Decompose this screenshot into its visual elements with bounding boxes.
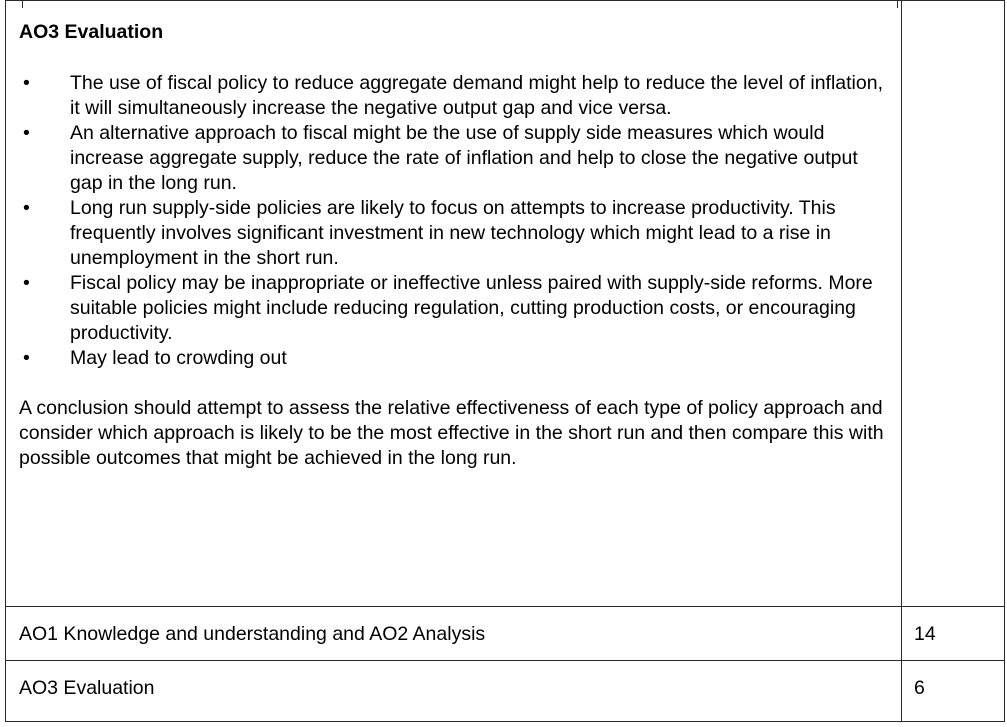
- evaluation-point: [19, 346, 889, 371]
- bullet-icon: •: [23, 347, 30, 369]
- evaluation-point-text: Fiscal policy may be inappropriate or ineffective unless paired with supply-side reforms. More suitable policies might include reducing regulation, cutting production costs, or encouraging productivity.: [70, 272, 873, 344]
- marks-row: [6, 607, 1005, 661]
- evaluation-point: [19, 196, 889, 271]
- evaluation-point: [19, 71, 889, 121]
- bullet-icon: •: [23, 272, 30, 294]
- marks-value-cell: [902, 607, 1005, 661]
- marks-value: 14: [914, 623, 936, 645]
- evaluation-point-text: An alternative approach to fiscal might be the use of supply side measures which would increase aggregate supply, reduce the rate of inflation and help to close the negative output gap in the long run.: [70, 122, 858, 194]
- bullet-icon: •: [23, 197, 30, 219]
- marks-label: AO1 Knowledge and understanding and AO2 Analysis: [19, 623, 486, 645]
- evaluation-row: [6, 1, 1005, 607]
- evaluation-cell: [6, 1, 902, 607]
- evaluation-point-text: May lead to crowding out: [70, 347, 287, 369]
- evaluation-point-text: The use of fiscal policy to reduce aggregate demand might help to reduce the level of inflation, it will simultaneously increase the negative output gap and vice versa.: [70, 72, 883, 119]
- marks-label-cell: [6, 607, 902, 661]
- empty-mark-cell: [902, 1, 1005, 607]
- evaluation-point: [19, 271, 889, 346]
- conclusion-paragraph: A conclusion should attempt to assess the relative effectiveness of each type of policy approach and consider which approach is likely to be the most effective in the short run and then compare this with possible outcomes that might be achieved in the long run.: [19, 397, 884, 469]
- marks-label: AO3 Evaluation: [19, 677, 155, 699]
- evaluation-point: [19, 121, 889, 196]
- evaluation-points: [19, 71, 889, 371]
- bullet-icon: •: [23, 122, 30, 144]
- bullet-icon: •: [23, 72, 30, 94]
- marks-value: 6: [914, 677, 925, 699]
- marks-row: [6, 661, 1005, 722]
- section-heading: AO3 Evaluation: [19, 21, 164, 43]
- marks-label-cell: [6, 661, 902, 722]
- evaluation-point-text: Long run supply-side policies are likely to focus on attempts to increase productivity. This frequently involves significant investment in new technology which might lead to a rise in unemployment in the short run.: [70, 197, 836, 269]
- marks-value-cell: [902, 661, 1005, 722]
- mark-scheme-table: [5, 0, 1005, 722]
